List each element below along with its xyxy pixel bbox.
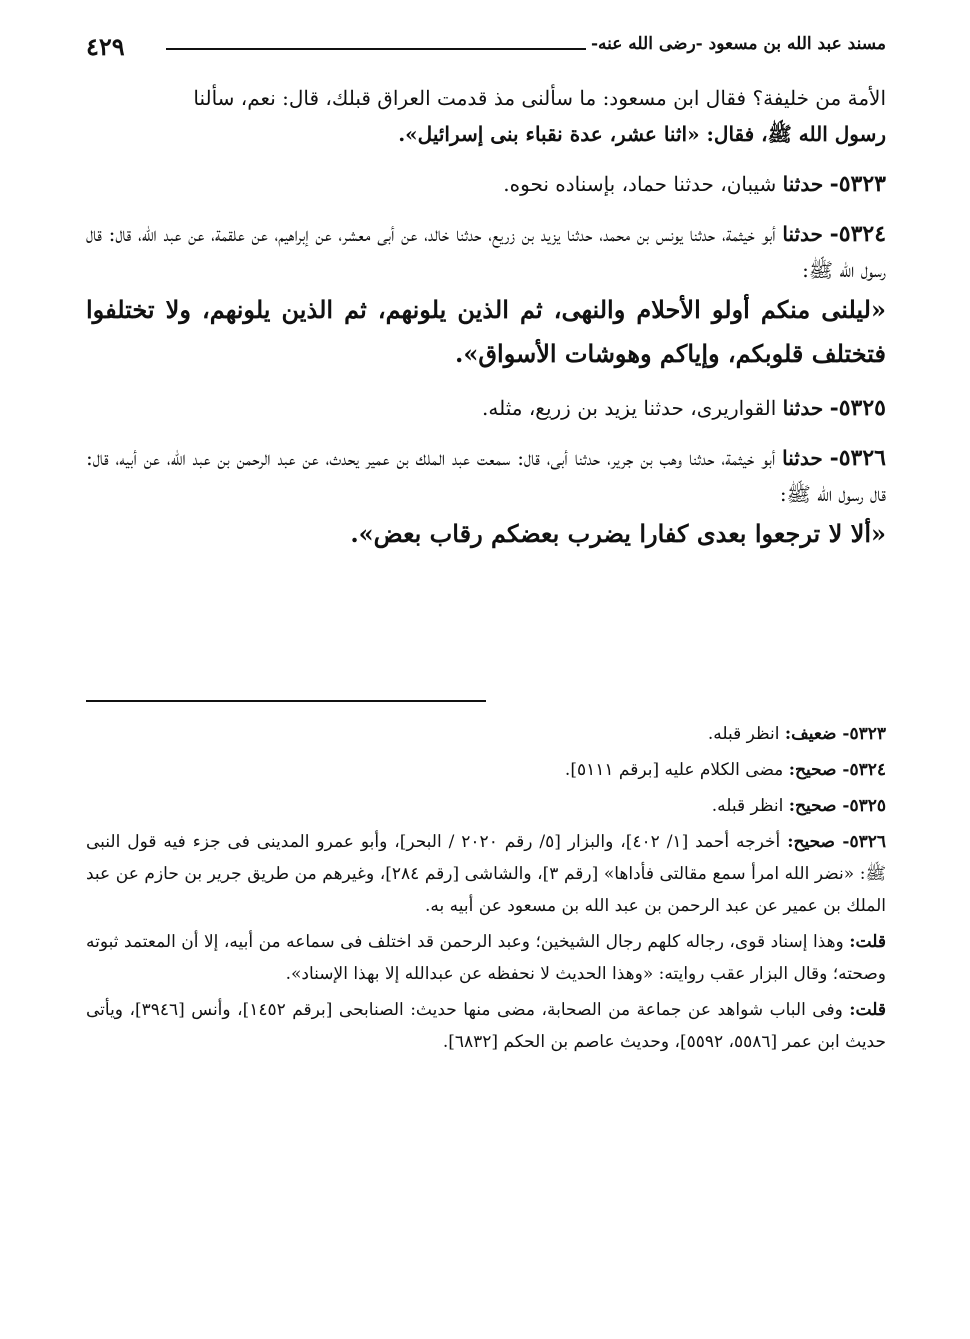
footnote-comment-2 xyxy=(86,994,886,1058)
footnote-text: وهذا إسناد قوى، رجاله كلهم رجال الشيخين؛ وعبد الرحمن قد اختلف فى سماعه من أبيه، إلا أن المعتمد ثبوته وصحته؛ وقال البزار عقب روايته: «وهذا الحديث لا نحفظه عن عبدالله إلا بهذا الإسناد». xyxy=(86,932,886,984)
footnote-label: ٥٣٢٤- صحيح: xyxy=(788,760,886,780)
footnote-5324 xyxy=(86,754,886,786)
hadith-number: ٥٣٢٥- xyxy=(829,395,886,421)
footnote-text: انظر قبله. xyxy=(711,796,784,816)
paragraph-continuation xyxy=(86,80,886,152)
hadith-5324 xyxy=(86,216,886,288)
footnote-5323 xyxy=(86,718,886,750)
footnote-text: أخرجه أحمد [١/ ٤٠٢]، والبزار [٥/ رقم ٢٠٢٠ / البحر]، وأبو عمرو المدينى فى جزء فيه قول النبى ﷺ: «نضر الله امرأ سمع مقالتى فأداها» [رقم ٣]، والشاشى [رقم ٢٨٤]، وغيرهم من طريق جرير بن حازم عن عبد الملك بن عمير عن عبد الرحمن بن عبد الله بن مسعود عن أبيه به. xyxy=(86,832,886,916)
footnotes xyxy=(86,718,886,1062)
footnote-label: ٥٣٢٣- ضعيف: xyxy=(784,724,886,744)
page-number: ٤٢٩ xyxy=(86,32,125,61)
footnote-text: وفى الباب شواهد عن جماعة من الصحابة، مضى منها حديث: الصنابحى [برقم ١٤٥٢]، وأنس [٣٩٤٦]، ويأتى حديث ابن عمر [٥٥٨٦، ٥٥٩٢]، وحديث عاصم بن الحكم [٦٨٣٢]. xyxy=(86,1000,886,1052)
isnad: شيبان، حدثنا حماد، بإسناده نحوه. xyxy=(503,172,777,196)
hadith-number: ٥٣٢٣- xyxy=(829,171,886,197)
hadith-number: ٥٣٢٦- xyxy=(829,445,886,471)
isnad: القواريرى، حدثنا يزيد بن زريع، مثله. xyxy=(482,396,777,420)
footnote-label: قلت: xyxy=(849,1000,887,1020)
isnad: أبو خيثمة، حدثنا وهب بن جرير، حدثنا أبى، قال: سمعت عبد الملك بن عمير يحدث، عن عبد الرحمن بن عبد الله، عن أبيه، قال: قال رسول الله ﷺ: xyxy=(86,446,886,506)
footnote-label: قلت: xyxy=(849,932,887,952)
hadith-5325 xyxy=(86,390,886,426)
hadith-5323 xyxy=(86,166,886,202)
footnote-text: مضى الكلام عليه [برقم ٥١١١]. xyxy=(564,760,784,780)
haddathana: حدثنا xyxy=(782,396,824,420)
footnote-label: ٥٣٢٥- صحيح: xyxy=(788,796,886,816)
hadith-5326 xyxy=(86,440,886,512)
haddathana: حدثنا xyxy=(782,446,823,470)
matn-5326: «ألا لا ترجعوا بعدى كفارا يضرب بعضكم رقاب بعض». xyxy=(350,519,886,548)
footnote-label: ٥٣٢٦- صحيح: xyxy=(787,832,887,852)
haddathana: حدثنا xyxy=(782,222,823,246)
isnad: أبو خيثمة، حدثنا يونس بن محمد، حدثنا يزيد بن زريع، حدثنا خالد، عن أبى معشر، عن إبراهيم، عن علقمة، عن عبد الله، قال: قال رسول الله ﷺ: xyxy=(86,222,886,282)
page-header xyxy=(86,26,886,66)
footnote-comment-1 xyxy=(86,926,886,990)
line: الأمة من خليفة؟ فقال ابن مسعود: ما سألنى مذ قدمت العراق قبلك، قال: نعم، سألنا xyxy=(193,86,886,110)
footnote-5325 xyxy=(86,790,886,822)
haddathana: حدثنا xyxy=(782,172,824,196)
main-text xyxy=(86,80,886,556)
footnote-5326 xyxy=(86,826,886,922)
hadith-number: ٥٣٢٤- xyxy=(829,221,887,247)
header-rule xyxy=(166,48,586,50)
footnote-text: انظر قبله. xyxy=(707,724,780,744)
matn-5324: «ليلنى منكم أولو الأحلام والنهى، ثم الذين يلونهم، ثم الذين يلونهم، ولا تختلفوا فتختلف قلوبكم، وإياكم وهوشات الأسواق». xyxy=(86,295,886,368)
line: رسول الله ﷺ، فقال: «اثنا عشر، عدة نقباء بنى إسرائيل». xyxy=(398,122,886,146)
footnote-separator xyxy=(86,700,486,702)
running-title: مسند عبد الله بن مسعود -رضى الله عنه- xyxy=(590,34,886,54)
